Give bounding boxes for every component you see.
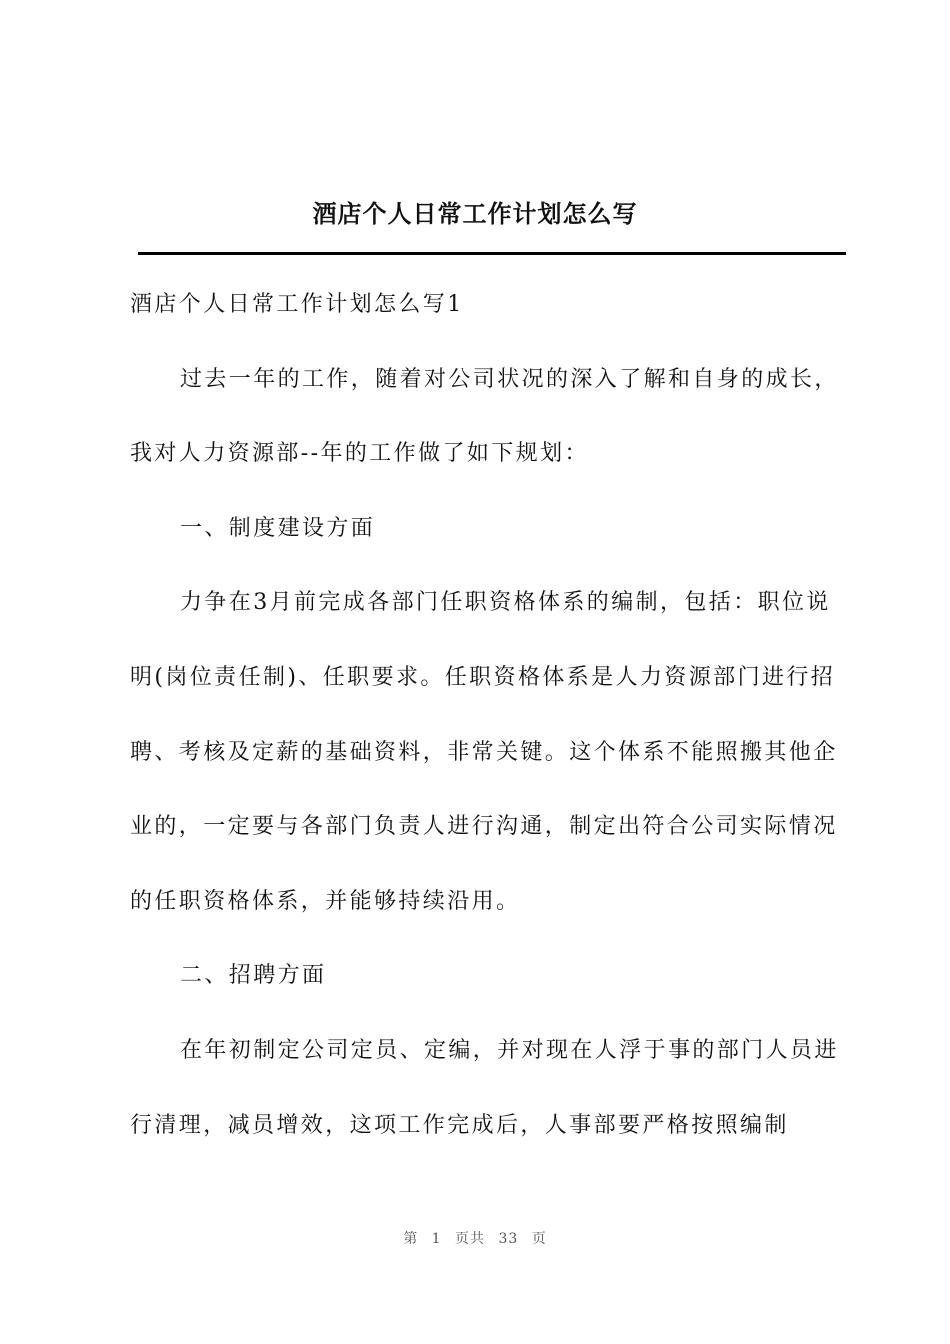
title-divider: [138, 252, 846, 255]
section-heading-recruitment: 二、招聘方面: [180, 963, 327, 989]
paragraph-recruitment: 在年初制定公司定员、定编，并对现在人浮于事的部门人员进行清理，减员增效，这项工作完成后，人事部要严格按照编制: [130, 1037, 839, 1138]
page-footer: 第 1 页共 33 页: [403, 1231, 547, 1247]
paragraph-intro: 过去一年的工作，随着对公司状况的深入了解和自身的成长，我对人力资源部--年的工作做了如下规划：: [130, 366, 839, 467]
page-title: 酒店个人日常工作计划怎么写: [312, 199, 638, 228]
document-body: [130, 268, 850, 1163]
section-heading-system: 一、制度建设方面: [180, 515, 376, 541]
paragraph-system: 力争在3月前完成各部门任职资格体系的编制，包括：职位说明(岗位责任制)、任职要求。任职资格体系是人力资源部门进行招聘、考核及定薪的基础资料，非常关键。这个体系不能照搬其他企业的，一定要与各部门负责人进行沟通，制定出符合公司实际情况的任职资格体系，并能够持续沿用。: [130, 590, 838, 914]
section-subheading: 酒店个人日常工作计划怎么写1: [130, 292, 464, 317]
